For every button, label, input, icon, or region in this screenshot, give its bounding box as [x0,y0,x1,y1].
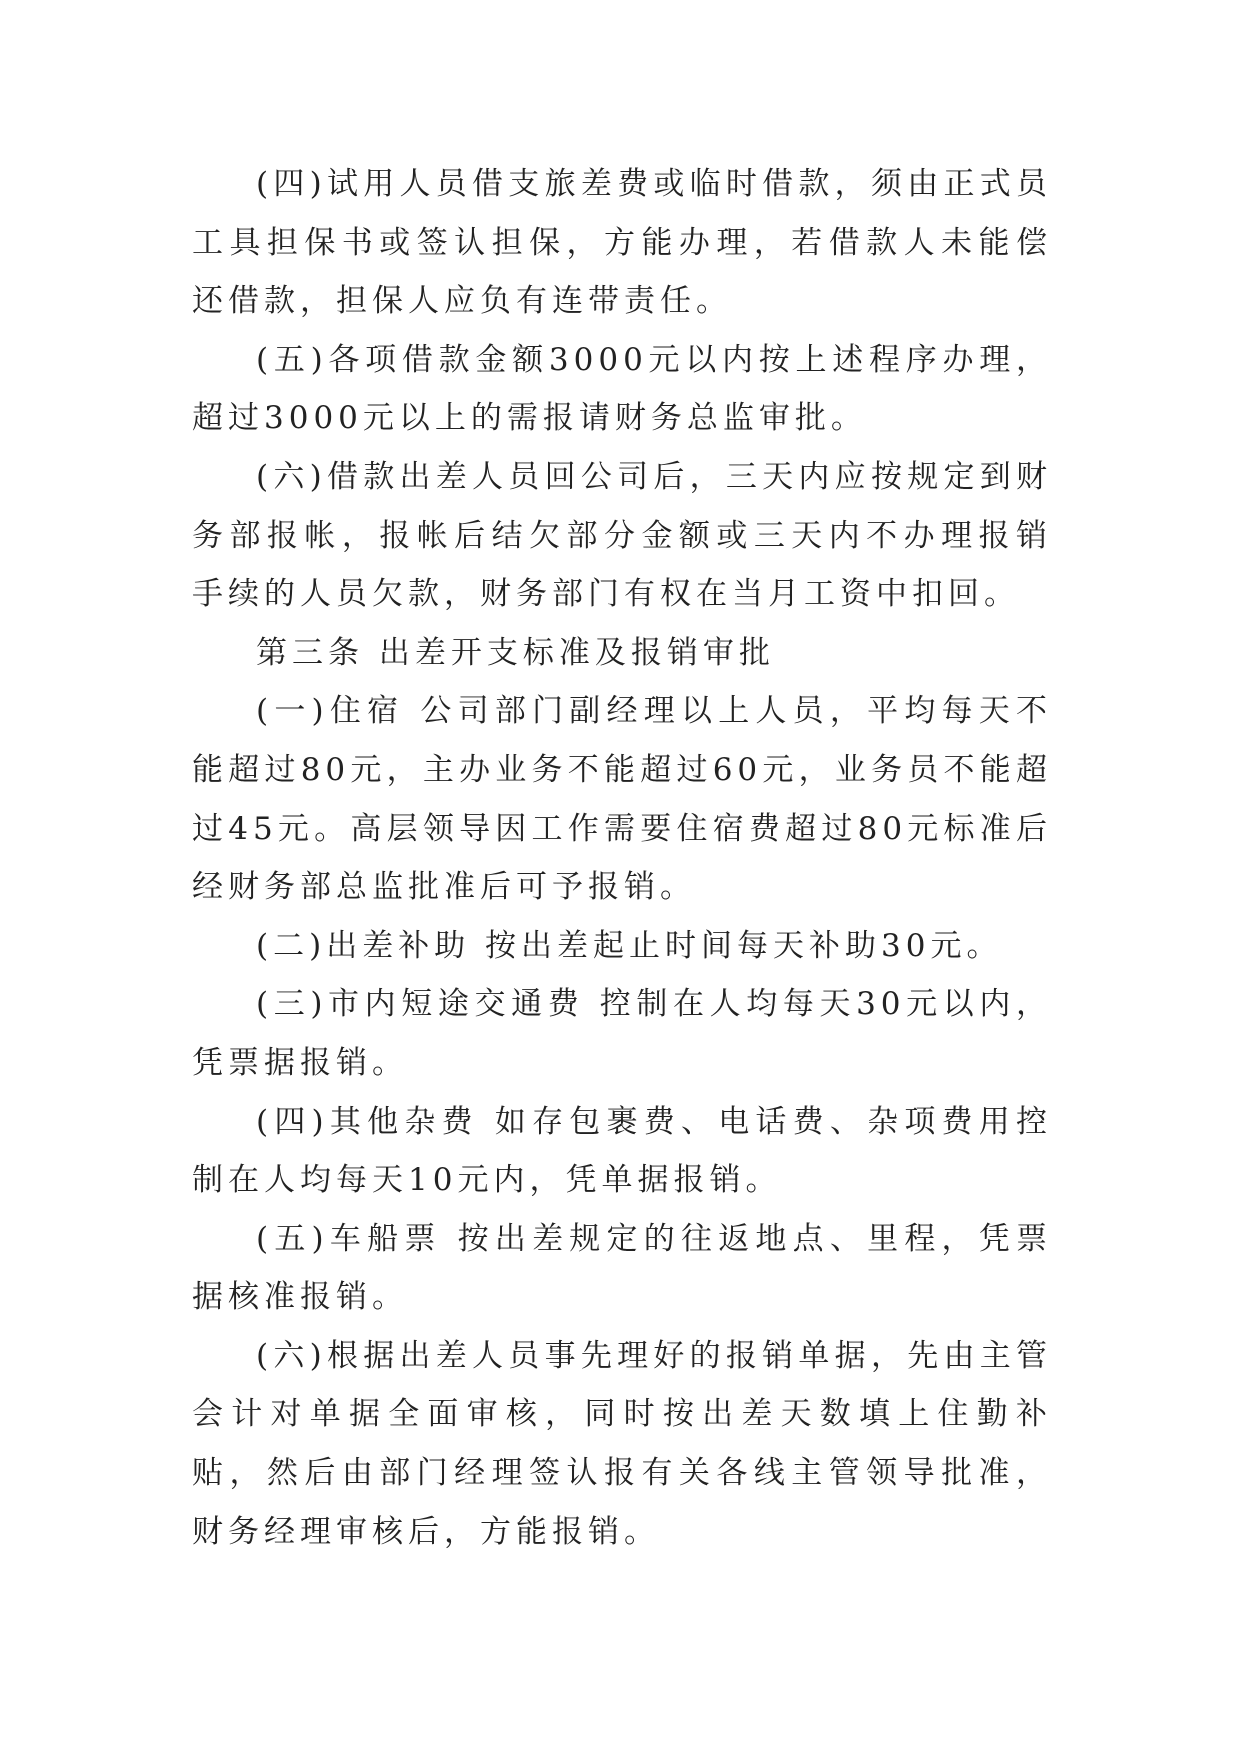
document-body [192,155,1052,1561]
paragraph-accommodation: (一)住宿 公司部门副经理以上人员，平均每天不能超过80元，主办业务不能超过60元，业务员不能超过45元。高层领导因工作需要住宿费超过80元标准后经财务部总监批准后可予报销。 [192,693,1052,906]
paragraph-travel-allowance: (二)出差补助 按出差起止时间每天补助30元。 [256,927,1003,964]
paragraph-borrowing-amount: (五)各项借款金额3000元以内按上述程序办理，超过3000元以上的需报请财务总监审批。 [192,341,1052,437]
paragraph-local-transport: (三)市内短途交通费 控制在人均每天30元以内，凭票据报销。 [192,986,1052,1081]
paragraph-borrowing-guarantee: (四)试用人员借支旅差费或临时借款，须由正式员工具担保书或签认担保，方能办理，若借款人未能偿还借款，担保人应负有连带责任。 [192,166,1052,320]
paragraph-tickets: (五)车船票 按出差规定的往返地点、里程，凭票据核准报销。 [192,1220,1052,1316]
paragraph-approval-process: (六)根据出差人员事先理好的报销单据，先由主管会计对单据全面审核，同时按出差天数填上住勤补贴，然后由部门经理签认报有关各线主管领导批准，财务经理审核后，方能报销。 [192,1337,1052,1550]
paragraph-borrowing-settlement: (六)借款出差人员回公司后，三天内应按规定到财务部报帐，报帐后结欠部分金额或三天内不办理报销手续的人员欠款，财务部门有权在当月工资中扣回。 [192,458,1052,613]
article-heading: 第三条 出差开支标准及报销审批 [256,634,775,671]
paragraph-misc-expenses: (四)其他杂费 如存包裹费、电话费、杂项费用控制在人均每天10元内，凭单据报销。 [192,1103,1052,1199]
